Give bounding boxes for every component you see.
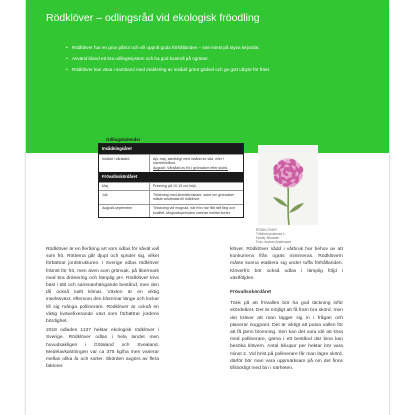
table-cell-activity-text: Tröskning vid mognad, när frön har fått rätt färg och kvalitet. Mognadsperioden varierar mellan sorter.: [153, 206, 235, 215]
table-cell-activity: [150, 155, 243, 172]
table-section-heading: Insådningsåret: [99, 144, 243, 154]
cultivation-calendar-table: [98, 143, 244, 218]
clover-stem: [288, 187, 289, 225]
photo-caption-line: Familj: ärtväxter: [256, 236, 280, 240]
table-cell-activity: [150, 191, 243, 203]
table-cell-activity: [150, 205, 243, 217]
summary-bullet-text: Rödklöver kan växa i samband med etablering av insådd grönt gödsel och ge gott utbyte för fröet.: [72, 67, 271, 72]
table-cell-period: Augusti-september: [99, 205, 150, 217]
section-heading: Frövallsskördåret: [230, 290, 272, 296]
table-cell-activity-text: Putsning på 10-15 cm höjd.: [153, 184, 197, 189]
body-column-2: [230, 246, 343, 374]
table-cell-activity: [150, 183, 243, 191]
table-section-heading: Frövallsskördåret: [99, 172, 243, 182]
table-cell-activity-text: Tröskning med skördetröskare, samt om grönsaker måste användas till rödklöver.: [153, 192, 235, 202]
red-clover-photo: [258, 145, 318, 225]
body-paragraph: Tänk på att frövallen bör ha god täckning inför skördeåret. Det är möjligt att få fram bra skörd, men det kräver att man lägger sig in i frågan och planerar noggrant. Det är viktigt att putsa vallen för att få jämn blomning. Sen kan det vara idé att köra med pollinerare, gärna i ett bestånd där bina kan besöka klövern. Antal bikupor per hektar bör vara minst 2. Vid brist på pollinerare får man lägre skörd, därför bör man vara uppmärksam på om det finns tillräckligt med bin i närheten.: [230, 301, 343, 372]
summary-bullet: [66, 56, 372, 62]
table-cell-period: Juli: [99, 191, 150, 203]
table-cell-period: Insådd i vårskärd: [99, 155, 150, 172]
table-cell-period: Maj: [99, 183, 150, 191]
summary-bullets: [66, 45, 372, 78]
green-header-band: [26, 0, 389, 153]
body-column-1: [46, 246, 159, 372]
bullet-dot-icon: •: [66, 67, 68, 72]
photo-caption-line: Trifolium pratense L.: [256, 232, 286, 236]
table-row: [99, 154, 243, 172]
table-row: [99, 204, 243, 217]
table-cell-note: Augusti: Vårsådd av frö i grönsaker efter skörd.: [153, 165, 229, 170]
bullet-dot-icon: •: [66, 45, 68, 50]
body-paragraph: 2018 odlades 1137 hektar ekologisk rödklöver i Sverige. Rödklöver odlas i hela landet men huvudsakligen i Götaland och Svealand. Medelavkastningen var ca 375 kg/ha men varierar mellan olika år och sorter. Skörden avgörs av flera faktorer.: [46, 328, 159, 370]
photo-caption: [256, 228, 320, 244]
table-row: [99, 190, 243, 203]
summary-bullet: [66, 67, 372, 73]
page-title: Rödklöver – odlingsråd vid ekologisk fröodling: [46, 12, 260, 24]
photo-caption-line: RÖDKLÖVER: [256, 228, 277, 232]
summary-bullet-text: Avvänd bland ett bra odlingssystem och ha god kontroll på ogräset.: [72, 56, 209, 61]
table-title: Odlingskalender: [106, 137, 141, 142]
body-paragraph: Rödklöver är en fleråring art som odlas för såväl vall som frö. Rötterna går djupt och sprider sig, vilket förbättrar jordstrukturen. I Sverige odlas rödklöver främst för frö, men även som grönsak, på åkermark med bra dränering och lämplig pH. Rödklöver trivs bäst i tätt och sammanhängande bestånd, men den tål också kallt klimat. Växten är en viktig insektsväxt, eftersom den blommar länge och lockar till sig många pollinerare. Rödklöver är också en viktig kvävefixerande växt som förbättrar jordens bördighet.: [46, 247, 159, 325]
body-paragraph: klöver. Rödklöver sådd i vårbruk har behov av att konkurrens från ogräs minimeras. Rödklövern måste kunna etablera sig under tuffa förhållanden. Klöverfrö bör också odlas i lämplig följd i växtföljden.: [230, 247, 343, 281]
photo-caption-line: Foto: Anders Andersson: [256, 240, 292, 244]
document-page: [26, 0, 389, 415]
red-clover-illustration: [258, 145, 318, 225]
summary-bullet: [66, 45, 372, 51]
bullet-dot-icon: •: [66, 56, 68, 61]
summary-bullet-text: Rödklöver har en grov pålrot och vill uppnå goda förhållanden – inte minst på styva lerjordar.: [72, 45, 260, 50]
table-row: [99, 182, 243, 191]
table-cell-activity-text: Apr-maj, samtidigt med insådd av säd, eller i havrebestånd.: [153, 156, 224, 166]
